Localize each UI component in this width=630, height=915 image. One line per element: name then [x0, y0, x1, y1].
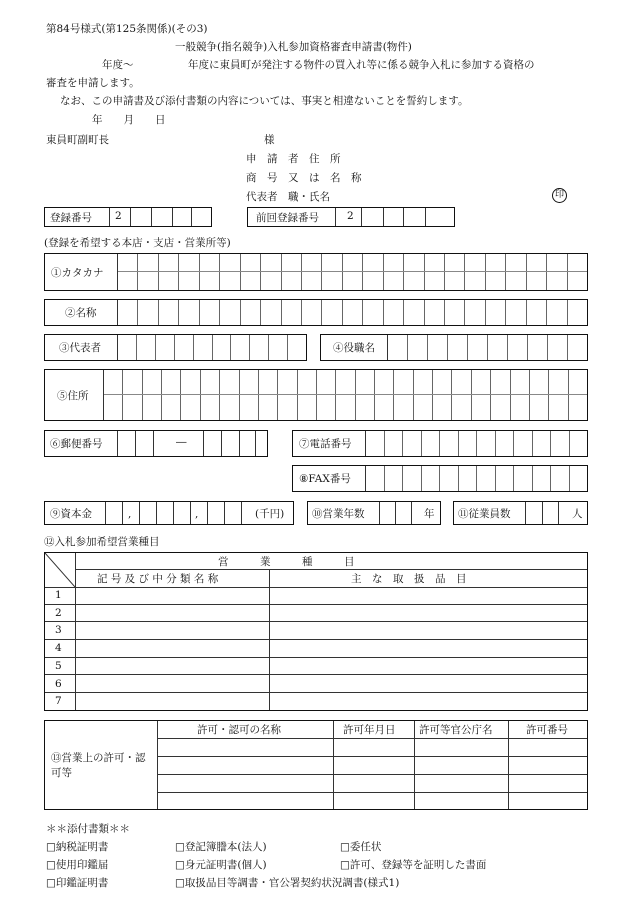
business-row[interactable] [45, 640, 587, 658]
address-label: ⑤住所 [57, 390, 89, 402]
row-number: 5 [55, 659, 62, 672]
row-number: 3 [55, 624, 62, 637]
attachment-tax-certificate[interactable]: □納税証明書 [46, 841, 109, 853]
company-name-field[interactable] [44, 299, 588, 326]
address-field[interactable] [44, 369, 588, 421]
row-number: 4 [55, 642, 62, 655]
business-col-items: 主 な 取 扱 品 目 [351, 573, 467, 585]
business-row[interactable] [45, 693, 587, 711]
row-number: 7 [55, 695, 62, 708]
business-row[interactable] [45, 605, 587, 623]
fax-field[interactable] [292, 465, 588, 492]
permits-label: ⑬営業上の許可・認可等 [51, 752, 146, 779]
form-number: 第84号様式(第125条関係)(その3) [46, 23, 208, 35]
row-number: 2 [55, 606, 62, 619]
postal-code-label: ⑥郵便番号 [50, 438, 103, 450]
position-label: ④役職名 [333, 342, 375, 354]
permits-col-number: 許可番号 [526, 724, 568, 736]
attachment-license-proof[interactable]: □許可、登録等を証明した書面 [340, 859, 487, 871]
attachment-seal-registration[interactable]: □使用印鑑届 [46, 859, 109, 871]
previous-registration-label: 前回登録番号 [256, 212, 319, 224]
attachment-item-report[interactable]: □取扱品目等調書・官公署契約状況調書(様式1) [175, 877, 400, 889]
capital-comma-2: , [195, 508, 199, 520]
employees-field[interactable] [453, 501, 588, 525]
applicant-name-label: 商 号 又 は 名 称 [246, 172, 362, 184]
business-years-unit: 年 [424, 508, 435, 520]
seal-mark: 印 [552, 188, 567, 203]
business-row[interactable] [45, 658, 587, 676]
intro-text-1: 年度に東員町が発注する物件の買入れ等に係る競争入札に参加する資格の [188, 59, 535, 71]
permits-col-authority: 許可等官公庁名 [419, 724, 493, 736]
attachments-title: ＊＊添付書類＊＊ [46, 823, 130, 835]
attachment-identity-certificate[interactable]: □身元証明書(個人) [175, 859, 267, 871]
applicant-rep-label: 代表者 職・氏名 [246, 191, 330, 203]
row-number: 1 [55, 589, 62, 601]
business-head-top: 営 業 種 目 [218, 556, 355, 568]
postal-code-field[interactable] [44, 430, 268, 457]
registration-prefix: 2 [115, 210, 122, 222]
employees-unit: 人 [572, 508, 583, 520]
capital-comma-1: , [128, 508, 132, 520]
row-number: 6 [55, 677, 62, 690]
fax-label: ⑧FAX番号 [299, 473, 351, 485]
capital-unit: (千円) [255, 508, 285, 520]
registration-number-box[interactable] [44, 207, 212, 227]
branch-section-title: (登録を希望する本店・支店・営業所等) [44, 237, 231, 249]
business-section-title: ⑫入札参加希望営業種目 [44, 536, 160, 548]
previous-registration-box[interactable] [247, 207, 455, 227]
previous-registration-prefix: 2 [347, 210, 354, 222]
permits-table [44, 720, 588, 810]
business-col-category: 記 号 及 び 中 分 類 名 称 [97, 573, 219, 585]
representative-label: ③代表者 [59, 342, 101, 354]
registration-number-label: 登録番号 [50, 212, 92, 224]
postal-dash: ― [176, 436, 187, 448]
employees-label: ⑪従業員数 [458, 508, 511, 520]
form-title: 一般競争(指名競争)入札参加資格審査申請書(物件) [175, 41, 412, 53]
attachment-registry-copy[interactable]: □登記簿謄本(法人) [175, 841, 267, 853]
business-table [44, 552, 588, 711]
date-line: 年 月 日 [92, 114, 166, 126]
katakana-field[interactable] [44, 253, 588, 291]
business-row[interactable] [45, 622, 587, 640]
attachment-seal-certificate[interactable]: □印鑑証明書 [46, 877, 109, 889]
phone-field[interactable] [292, 430, 588, 457]
phone-label: ⑦電話番号 [299, 438, 352, 450]
business-years-label: ⑩営業年数 [312, 508, 365, 520]
capital-field[interactable] [44, 501, 294, 525]
position-field[interactable] [320, 334, 588, 361]
diagonal-header-line [45, 553, 75, 587]
katakana-label: ①カタカナ [51, 267, 104, 279]
applicant-address-label: 申 請 者 住 所 [246, 153, 341, 165]
permits-col-name: 許可・認可の名称 [197, 724, 281, 736]
representative-field[interactable] [44, 334, 307, 361]
intro-text-2: 審査を申請します。 [46, 77, 140, 89]
intro-year-start: 年度〜 [102, 59, 134, 71]
capital-label: ⑨資本金 [50, 508, 92, 520]
business-row[interactable] [45, 587, 587, 605]
business-years-field[interactable] [307, 501, 441, 525]
addressee-name: 東員町副町長 [46, 134, 109, 146]
company-name-label: ②名称 [65, 307, 97, 319]
addressee-honorific: 様 [264, 134, 275, 146]
attachment-power-of-attorney[interactable]: □委任状 [340, 841, 382, 853]
business-row[interactable] [45, 676, 587, 694]
pledge-text: なお、この申請書及び添付書類の内容については、事実と相違ないことを誓約します。 [60, 95, 469, 107]
permits-col-date: 許可年月日 [343, 724, 396, 736]
